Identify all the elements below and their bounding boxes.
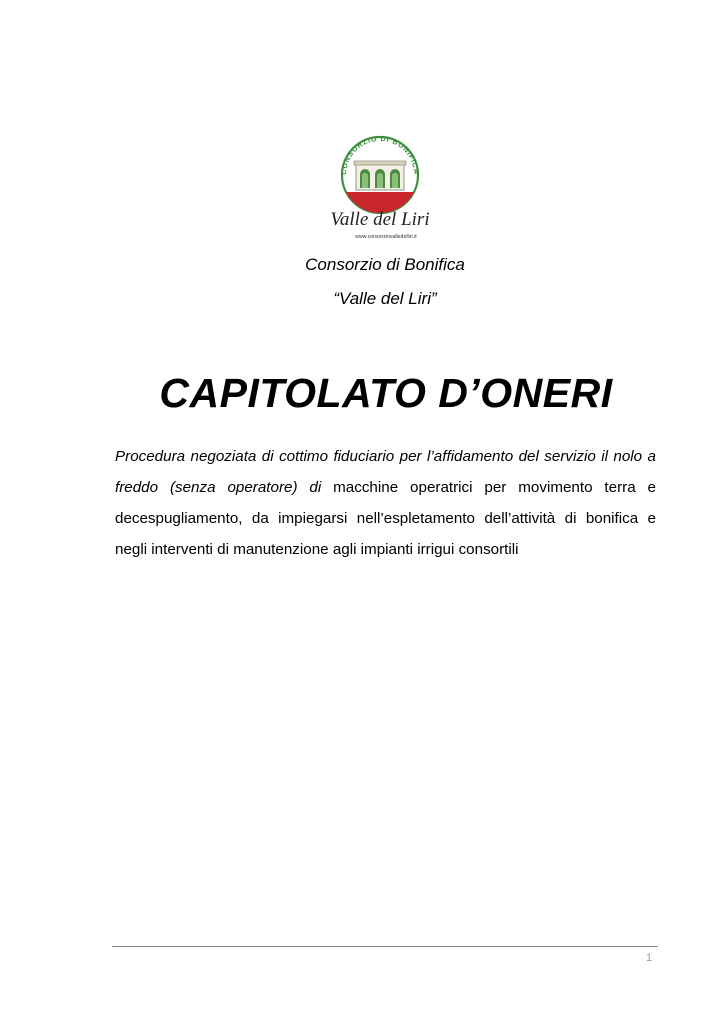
building-icon [354, 161, 406, 190]
document-description [115, 441, 656, 565]
document-title: CAPITOLATO D’ONERI [159, 370, 613, 416]
logo-arc-text: CONSORZIO DI BONIFICA [338, 133, 422, 176]
page-number: 1 [646, 952, 653, 964]
consorzio-logo [310, 128, 450, 244]
org-name-line2: “Valle del Liri” [333, 289, 437, 308]
org-name-line1: Consorzio di Bonifica [305, 255, 465, 274]
logo-url-text: www.consorziovalledelliri.it [355, 234, 417, 240]
logo-brand-text: Valle del Liri [330, 209, 430, 230]
description-regular: macchine operatrici per movimento terra e decespugliamento, da impiegarsi nell’espletamento dell’attività di bonifica e negli interventi di manutenzione agli impianti irrigui consortili [115, 479, 657, 558]
footer-divider [112, 946, 658, 947]
description-italic: Procedura negoziata di cottimo fiduciario per l’affidamento del servizio il nolo a freddo (senza operatore) di [115, 448, 656, 496]
